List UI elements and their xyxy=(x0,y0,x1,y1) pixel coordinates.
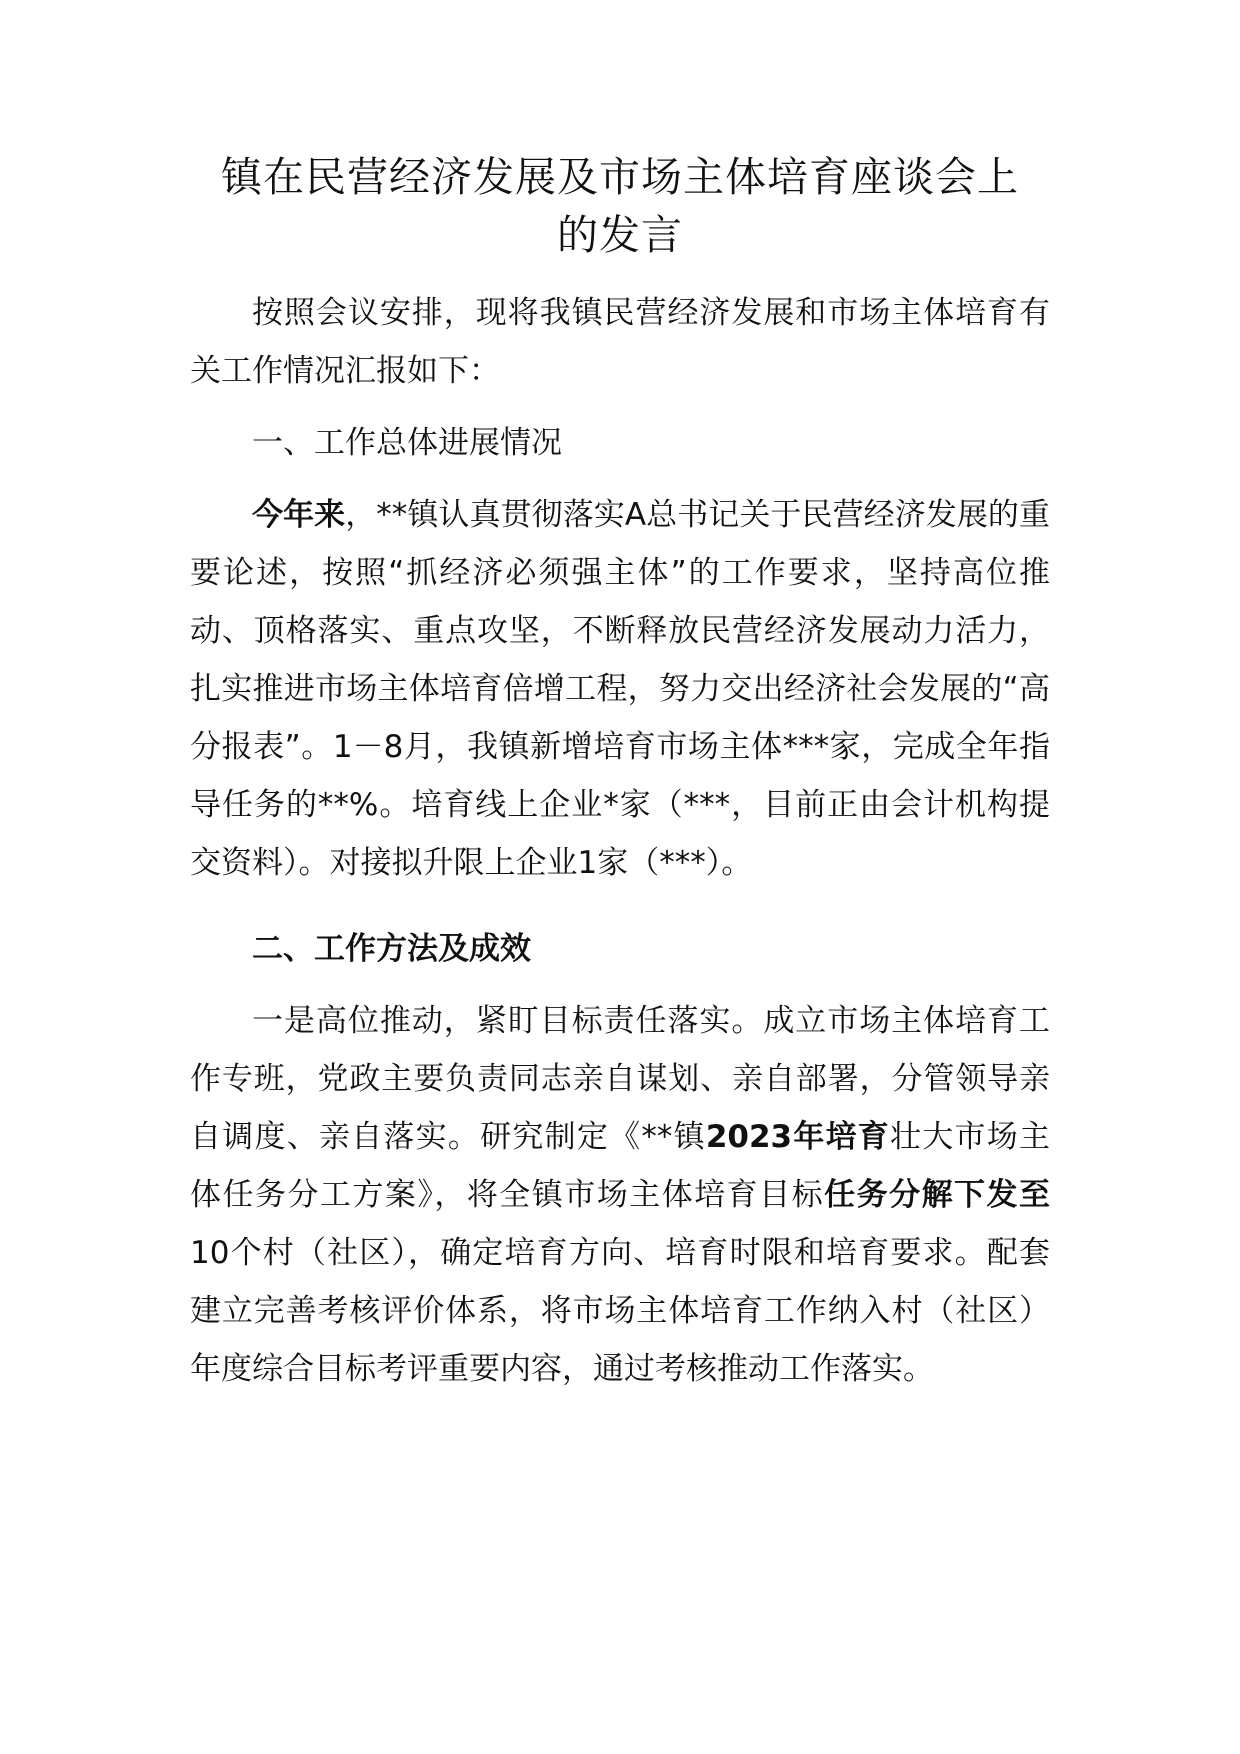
section-1-heading: 一、工作总体进展情况 xyxy=(252,425,562,461)
intro-paragraph: 按照会议安排，现将我镇民营经济发展和市场主体培育有关工作情况汇报如下： xyxy=(190,295,1050,389)
section-1-lead: 今年来 xyxy=(252,497,346,533)
document-title xyxy=(190,148,1050,264)
section-2-bold-year: 2023年培育 xyxy=(705,1119,891,1155)
section-2-heading: 二、工作方法及成效 xyxy=(252,931,531,967)
section-2-text-part-2: 壮大市场主体任务分工方案》，将全镇市场主体培育目标 xyxy=(190,1119,1050,1213)
spacer xyxy=(190,472,1050,486)
section-2-text-part-3: 10个村（社区），确定培育方向、培育时限和培育要求。配套建立完善考核评价体系，将市场主体培育工作纳入村（社区）年度综合目标考评重要内容，通过考核推动工作落实。 xyxy=(190,1235,1050,1387)
section-2-bold-task: 任务分解下发至 xyxy=(824,1177,1051,1213)
document-title-line-2: 的发言 xyxy=(557,211,683,259)
spacer xyxy=(190,892,1050,920)
section-2-paragraph-1 xyxy=(190,992,1050,1398)
section-2-text-part-1: 一是高位推动，紧盯目标责任落实。成立市场主体培育工作专班，党政主要负责同志亲自谋划、亲自部署，分管领导亲自调度、亲自落实。研究制定《**镇 xyxy=(190,1003,1050,1155)
spacer xyxy=(190,400,1050,414)
section-1-body: ，**镇认真贯彻落实A总书记关于民营经济发展的重要论述，按照“抓经济必须强主体”的工作要求，坚持高位推动、顶格落实、重点攻坚，不断释放民营经济发展动力活力，扎实推进市场主体培育倍增工程，努力交出经济社会发展的“高分报表”。1－8月，我镇新增培育市场主体***家，完成全年指导任务的**%。培育线上企业*家（***，目前正由会计机构提交资料）。对接拟升限上企业1家（***）。 xyxy=(190,497,1050,881)
spacer xyxy=(190,978,1050,992)
section-1-paragraph xyxy=(190,486,1050,892)
document-title-line-1: 镇在民营经济发展及市场主体培育座谈会上 xyxy=(221,153,1019,201)
